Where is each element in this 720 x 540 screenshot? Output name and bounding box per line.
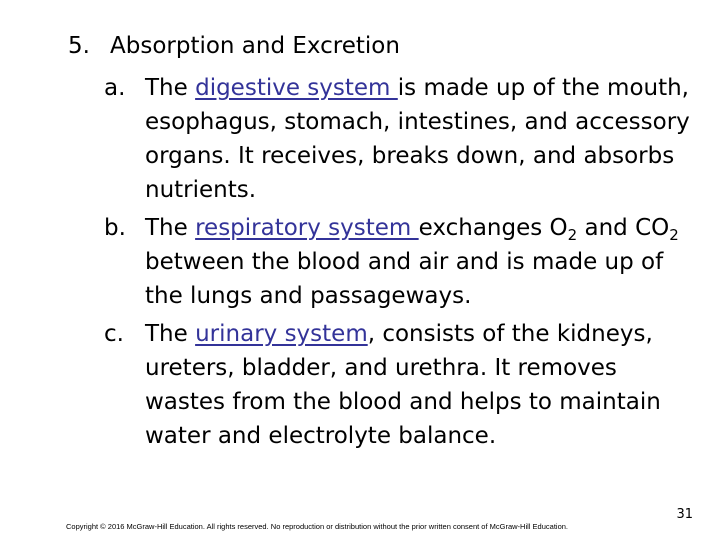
item-text-part-2: and CO	[577, 215, 670, 241]
list-item-urinary	[104, 317, 704, 453]
list-item-digestive	[104, 71, 704, 207]
term-respiratory-system: respiratory system	[195, 215, 419, 241]
list-item-respiratory	[104, 211, 704, 313]
list-marker-a: a.	[104, 75, 126, 101]
subscript-2: 2	[567, 226, 578, 244]
heading-text: Absorption and Excretion	[110, 33, 400, 59]
copyright-notice: Copyright © 2016 McGraw-Hill Education. All rights reserved. No reproduction or distribution without the prior written consent of McGraw-Hill Education.	[66, 522, 568, 531]
item-text-part-1: exchanges O	[418, 215, 568, 241]
heading-number: 5.	[68, 33, 90, 59]
item-lead: The	[145, 321, 196, 347]
item-text: is made up of the mouth, esophagus, stomach, intestines, and accessory organs. It receives, breaks down, and absorbs nutrients.	[145, 75, 690, 203]
term-digestive-system: digestive system	[195, 75, 398, 101]
item-text: , consists of the kidneys, ureters, bladder, and urethra. It removes wastes from the blood and helps to maintain water and electrolyte balance.	[145, 321, 661, 449]
list-item-body	[145, 71, 704, 207]
list-item-body	[145, 317, 704, 453]
item-lead: The	[145, 75, 196, 101]
list-marker-b: b.	[104, 215, 126, 241]
page-number: 31	[676, 507, 693, 522]
subscript-2: 2	[669, 226, 679, 244]
list-marker-c: c.	[104, 321, 124, 347]
term-urinary-system: urinary system	[195, 321, 368, 347]
list-item-body	[145, 211, 704, 313]
item-text-part-3: between the blood and air and is made up of the lungs and passageways.	[145, 249, 664, 309]
item-lead: The	[145, 215, 196, 241]
slide-heading	[68, 30, 400, 62]
